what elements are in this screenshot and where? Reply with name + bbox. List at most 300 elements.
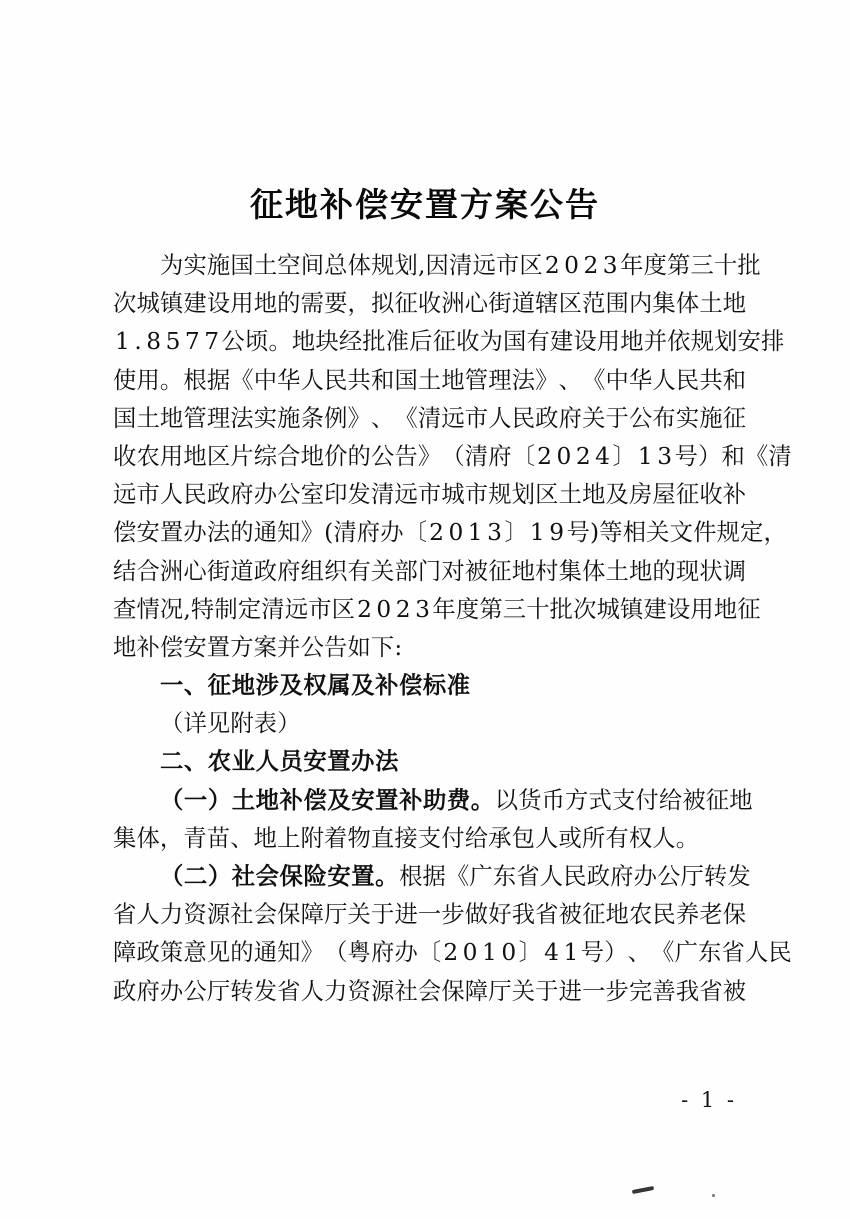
text-run: 共 xyxy=(347,366,371,394)
text-run: 土 xyxy=(417,366,442,394)
text-run: 综 xyxy=(253,442,278,470)
text-run: 情 xyxy=(136,595,160,623)
text-run: 民 xyxy=(675,366,700,394)
text-run: 险 xyxy=(303,863,328,890)
text-run: 地 xyxy=(300,442,325,470)
text-run: 》 xyxy=(347,404,371,432)
text-run: 省 xyxy=(277,977,301,1005)
text-run: 准 xyxy=(385,328,410,356)
text-run: 2 xyxy=(429,519,445,547)
text-run: 源 xyxy=(370,977,395,1005)
text-run: 转 xyxy=(230,977,254,1005)
text-run: 区 xyxy=(535,481,559,509)
text-run: 。 xyxy=(470,786,495,814)
text-run: 省 xyxy=(699,977,723,1005)
text-run: 城 xyxy=(136,290,160,318)
text-run: 年 xyxy=(432,595,456,623)
text-run: 据 xyxy=(422,863,446,890)
page-number: - 1 - xyxy=(681,1088,737,1112)
text-run: 远 xyxy=(284,595,309,623)
text-run: 被 xyxy=(558,901,583,929)
text-run: 发 xyxy=(347,481,371,509)
text-run: 一、征地涉及权属及补偿标准 xyxy=(160,672,471,700)
text-run: 空 xyxy=(277,252,301,279)
text-run: 1 xyxy=(467,519,484,547)
text-run: 人 xyxy=(300,977,325,1005)
text-run: 例 xyxy=(324,404,348,432)
text-run: 地补偿安置方案并公告如下: xyxy=(113,633,403,661)
text-run: 及 xyxy=(605,481,629,509)
text-run: 会 xyxy=(255,863,280,890)
text-run: 用 xyxy=(136,366,160,394)
text-run: 见 xyxy=(206,939,231,967)
text-line xyxy=(113,591,761,629)
text-run: 地 xyxy=(582,481,606,509)
text-run: 建 xyxy=(643,595,667,623)
text-run: 心 xyxy=(464,290,489,318)
text-run: 老 xyxy=(699,901,723,929)
text-run: 广 xyxy=(469,863,493,890)
text-run: （详见附表） xyxy=(160,710,301,738)
text-run: 保 xyxy=(277,901,301,929)
text-run: 〕 xyxy=(518,939,543,967)
text-run: 办 xyxy=(394,939,418,967)
text-run: 关 xyxy=(511,977,536,1005)
text-run: 区 xyxy=(558,290,583,318)
text-run: 法 xyxy=(230,404,254,432)
text-line xyxy=(113,782,753,820)
text-run: 年 xyxy=(620,252,644,279)
text-run: 根 xyxy=(183,366,207,394)
text-run: 式 xyxy=(588,786,612,814)
text-run: 。 xyxy=(375,863,400,890)
text-run: 地 xyxy=(620,328,644,356)
text-run: 华 xyxy=(628,366,653,394)
text-run: 第 xyxy=(667,252,691,279)
text-run: 步 xyxy=(605,977,629,1005)
text-run: 现 xyxy=(675,557,700,585)
text-run: 府 xyxy=(610,863,634,890)
text-line xyxy=(113,896,747,934)
text-run: 清 xyxy=(768,442,792,470)
text-run: 关 xyxy=(370,557,395,585)
text-run: 8 xyxy=(146,328,162,356)
text-run: 划 xyxy=(511,481,536,509)
text-run: 需 xyxy=(300,290,325,318)
text-run: 府 xyxy=(136,977,160,1005)
text-run: 度 xyxy=(455,595,480,623)
text-run: 〕 xyxy=(612,442,636,470)
text-run: 相 xyxy=(622,519,647,547)
text-run: 力 xyxy=(324,977,348,1005)
text-run: 》 xyxy=(300,519,325,547)
text-run: 力 xyxy=(159,901,184,929)
text-run: 条 xyxy=(300,404,325,432)
text-run: 门 xyxy=(417,557,442,585)
text-run: 0 xyxy=(501,939,517,967)
text-run: 会 xyxy=(253,901,278,929)
text-run: 区 xyxy=(331,595,356,623)
text-run: 人 xyxy=(744,939,769,967)
text-run: 后 xyxy=(409,328,433,356)
text-run: 施 xyxy=(277,404,301,432)
text-run: 民 xyxy=(768,939,792,967)
text-run: 特 xyxy=(190,595,215,623)
text-run: 政 xyxy=(586,863,611,890)
text-run: 用 xyxy=(596,328,621,356)
text-run: 关 xyxy=(582,404,606,432)
text-run: 洲 xyxy=(159,557,184,585)
text-run: 人 xyxy=(488,404,512,432)
text-run: 保 xyxy=(722,901,747,929)
text-run: 区 xyxy=(519,252,543,279)
text-run: 厅 xyxy=(488,977,512,1005)
text-run: 国 xyxy=(230,252,254,279)
text-run: 资 xyxy=(183,901,207,929)
text-run: 市 xyxy=(464,404,489,432)
text-run: 度 xyxy=(643,252,668,279)
text-run: 调 xyxy=(722,557,747,585)
text-run: 于 xyxy=(605,404,629,432)
text-run: 法 xyxy=(206,519,231,547)
text-run: 置 xyxy=(375,786,400,814)
text-run: 府 xyxy=(558,404,583,432)
text-run: 排 xyxy=(760,328,785,356)
text-run: 合 xyxy=(136,557,160,585)
text-run: 理 xyxy=(488,366,512,394)
text-run: 并 xyxy=(643,328,668,356)
text-run: 2 xyxy=(583,252,599,279)
text-run: 的 xyxy=(347,442,371,470)
text-run: 粤 xyxy=(347,939,371,967)
text-run: 内 xyxy=(628,290,653,318)
text-run: 《 xyxy=(230,366,254,394)
text-run: （ xyxy=(160,863,184,890)
text-run: 房 xyxy=(628,481,653,509)
text-run: 和 xyxy=(370,366,395,394)
text-run: 4 xyxy=(544,939,560,967)
text-run: 办 xyxy=(159,977,184,1005)
text-run: 障 xyxy=(464,977,489,1005)
text-run: 定 xyxy=(739,519,764,547)
text-run: 体 xyxy=(347,252,372,279)
text-run: 管 xyxy=(464,366,489,394)
text-run: ， xyxy=(763,519,787,547)
text-line xyxy=(113,705,739,743)
text-run: 清 xyxy=(464,442,489,470)
text-run: ， xyxy=(347,290,371,318)
text-run: 经 xyxy=(338,328,363,356)
text-run: 次 xyxy=(113,290,137,318)
text-line xyxy=(113,476,747,514)
text-run: 知 xyxy=(277,939,301,967)
text-run: 善 xyxy=(652,977,676,1005)
text-run: 征 xyxy=(675,481,700,509)
text-run: 1 xyxy=(482,939,498,967)
text-run: （ xyxy=(160,786,184,814)
text-run: 划 xyxy=(714,328,738,356)
text-run: （ xyxy=(324,939,348,967)
text-run: 组 xyxy=(300,557,325,585)
text-run: 号 xyxy=(674,442,699,470)
text-run: 3 xyxy=(415,595,431,623)
text-run: 1 xyxy=(563,939,579,967)
text-run: 市 xyxy=(136,481,160,509)
text-run: ） xyxy=(207,786,232,814)
text-run: 顷 xyxy=(245,328,269,356)
document-body xyxy=(113,247,792,1011)
text-run: 中 xyxy=(253,366,278,394)
text-run: 镇 xyxy=(159,290,184,318)
text-run: 批 xyxy=(549,595,574,623)
text-run: 用 xyxy=(230,290,254,318)
text-run: 文 xyxy=(669,519,694,547)
text-run: 省 xyxy=(721,939,745,967)
text-run: 一 xyxy=(417,901,442,929)
text-run: 因 xyxy=(425,252,449,279)
text-run: 偿 xyxy=(113,519,137,547)
text-run: 间 xyxy=(300,252,325,279)
text-run: 规 xyxy=(371,252,395,279)
text-run: 社 xyxy=(231,863,256,890)
text-run: 3 xyxy=(602,252,619,279)
text-run: 2 xyxy=(357,595,373,623)
text-run: 政 xyxy=(136,939,160,967)
text-run: 〕 xyxy=(504,519,528,547)
text-run: 府 xyxy=(356,519,381,547)
text-run: 0 xyxy=(462,939,478,967)
text-run: 〔 xyxy=(417,939,442,967)
text-run: 征 xyxy=(582,901,606,929)
text-run: ) xyxy=(590,519,600,547)
text-run: 》 xyxy=(300,939,325,967)
text-line xyxy=(113,438,792,476)
text-line xyxy=(113,858,751,896)
text-run: 片 xyxy=(230,442,254,470)
text-run: 中 xyxy=(605,366,629,394)
text-run: 收 xyxy=(456,328,480,356)
text-run: 保 xyxy=(279,863,304,890)
text-run: 进 xyxy=(558,977,583,1005)
text-run: 市 xyxy=(417,481,442,509)
text-run: 清 xyxy=(417,404,442,432)
text-run: 政 xyxy=(206,481,231,509)
text-run: 2 xyxy=(544,252,561,279)
text-run: 人 xyxy=(539,863,564,890)
text-run: 会 xyxy=(417,977,442,1005)
text-run: 集 xyxy=(652,290,676,318)
text-run: 规 xyxy=(716,519,740,547)
text-run: 1 xyxy=(115,328,131,356)
text-run: 0 xyxy=(448,519,464,547)
text-run: 地 xyxy=(159,404,184,432)
text-run: 十 xyxy=(713,252,738,279)
text-run: 体 xyxy=(675,290,700,318)
text-run: 批 xyxy=(362,328,386,356)
text-line xyxy=(113,973,747,1011)
text-run: 布 xyxy=(652,404,676,432)
text-run: 要 xyxy=(324,290,348,318)
text-run: 为 xyxy=(160,252,184,279)
text-run: 办 xyxy=(183,519,207,547)
text-run: 施 xyxy=(206,252,231,279)
text-run: 和 xyxy=(721,442,745,470)
text-run: 《 xyxy=(651,939,675,967)
text-run: 设 xyxy=(206,290,231,318)
text-run: 收 xyxy=(417,290,442,318)
text-run: 实 xyxy=(675,404,700,432)
text-run: 二 xyxy=(183,863,208,890)
text-run: 2 xyxy=(537,442,553,470)
text-run: 补 xyxy=(399,786,423,814)
text-run: 广 xyxy=(674,939,699,967)
text-run: 人 xyxy=(652,366,676,394)
text-run: 状 xyxy=(699,557,723,585)
text-run: 政 xyxy=(253,557,278,585)
text-run: 2 xyxy=(443,939,459,967)
text-run: 依 xyxy=(667,328,691,356)
text-run: 定 xyxy=(237,595,262,623)
text-run: 民 xyxy=(652,901,676,929)
text-run: 远 xyxy=(113,481,137,509)
text-run: 价 xyxy=(324,442,348,470)
text-run: 理 xyxy=(206,404,231,432)
text-run: 于 xyxy=(535,977,559,1005)
text-run: 征 xyxy=(432,328,457,356)
text-run: 完 xyxy=(628,977,653,1005)
text-run: 0 xyxy=(556,442,572,470)
text-run: 国 xyxy=(113,404,137,432)
text-run: 土 xyxy=(558,481,583,509)
text-run: 人 xyxy=(300,366,325,394)
text-run: 一 xyxy=(582,977,606,1005)
text-run: 十 xyxy=(526,595,550,623)
page-title: 征地补偿安置方案公告 xyxy=(250,185,600,225)
text-run: 做 xyxy=(464,901,489,929)
text-run: 地 xyxy=(511,557,536,585)
text-run: 土 xyxy=(253,252,278,279)
text-run: 清 xyxy=(333,519,357,547)
text-run: 政 xyxy=(535,404,559,432)
text-run: 批 xyxy=(737,252,761,279)
text-run: 根 xyxy=(399,863,423,890)
text-run: 华 xyxy=(277,366,301,394)
text-run: 对 xyxy=(441,557,465,585)
text-run: 偿 xyxy=(303,786,328,814)
text-run: 。 xyxy=(159,366,184,394)
text-run: 费 xyxy=(446,786,471,814)
text-run: 于 xyxy=(370,901,395,929)
text-line xyxy=(113,285,747,323)
text-run: 收 xyxy=(113,442,137,470)
text-run: 设 xyxy=(573,328,597,356)
text-run: 〔 xyxy=(403,519,428,547)
text-run: 民 xyxy=(511,404,536,432)
text-run: 公 xyxy=(221,328,245,356)
text-run: 街 xyxy=(206,557,231,585)
text-run: 地 xyxy=(628,557,653,585)
text-run: 三 xyxy=(690,252,714,279)
text-run: 5 xyxy=(165,328,181,356)
text-run: 建 xyxy=(549,328,574,356)
text-run: 通 xyxy=(253,519,278,547)
text-run: 养 xyxy=(675,901,700,929)
text-run: 、 xyxy=(370,404,395,432)
text-run: 》 xyxy=(535,366,559,394)
text-run: 《 xyxy=(744,442,769,470)
text-run: 城 xyxy=(441,481,465,509)
text-run: 一 xyxy=(183,786,208,814)
text-run: 0 xyxy=(376,595,392,623)
text-run: 的 xyxy=(230,519,254,547)
text-run: 村 xyxy=(535,557,559,585)
text-run: ） xyxy=(604,939,628,967)
text-run: 民 xyxy=(183,481,207,509)
text-run: 用 xyxy=(159,442,184,470)
text-run: 征 xyxy=(722,404,747,432)
text-run: 社 xyxy=(230,901,254,929)
text-run: 人 xyxy=(136,901,160,929)
text-run: 方 xyxy=(565,786,589,814)
text-run: 建 xyxy=(183,290,207,318)
text-run: 货 xyxy=(518,786,542,814)
text-run: 社 xyxy=(394,977,418,1005)
text-run: 币 xyxy=(541,786,566,814)
text-run: 资 xyxy=(347,977,371,1005)
text-run: 进 xyxy=(394,901,418,929)
text-run: 三 xyxy=(502,595,527,623)
text-run: 省 xyxy=(113,901,137,929)
text-run: ） xyxy=(698,442,722,470)
text-run: 镇 xyxy=(620,595,644,623)
text-run: 市 xyxy=(308,595,332,623)
text-run: 体 xyxy=(582,557,606,585)
text-run: 策 xyxy=(159,939,184,967)
text-run: 厅 xyxy=(324,901,348,929)
text-run: 以 xyxy=(494,786,519,814)
text-run: 源 xyxy=(206,901,231,929)
text-run: 障 xyxy=(113,939,137,967)
text-run: 范 xyxy=(582,290,606,318)
text-run: 、 xyxy=(627,939,652,967)
text-run: 公 xyxy=(628,404,653,432)
text-run: 1 xyxy=(529,519,546,547)
text-run: 道 xyxy=(511,290,536,318)
text-run: 置 xyxy=(351,863,376,890)
text-run: 使 xyxy=(113,366,137,394)
text-run: 府 xyxy=(370,939,395,967)
text-run: 的 xyxy=(230,939,254,967)
text-run: 等 xyxy=(599,519,623,547)
text-run: 发 xyxy=(253,977,278,1005)
text-run: 关 xyxy=(646,519,670,547)
text-run: 置 xyxy=(159,519,184,547)
text-run: 织 xyxy=(324,557,348,585)
text-run: 用 xyxy=(690,595,714,623)
text-run: 地 xyxy=(713,595,738,623)
text-run: 征 xyxy=(488,557,512,585)
text-run: 清 xyxy=(449,252,473,279)
text-line xyxy=(113,514,787,552)
text-line xyxy=(113,743,739,781)
text-run: 划 xyxy=(394,252,418,279)
text-run: 屋 xyxy=(652,481,676,509)
text-run: 关 xyxy=(347,901,371,929)
text-run: 公 xyxy=(183,977,207,1005)
text-run: 设 xyxy=(666,595,691,623)
text-run: 土 xyxy=(699,290,723,318)
text-run: , xyxy=(183,595,191,623)
